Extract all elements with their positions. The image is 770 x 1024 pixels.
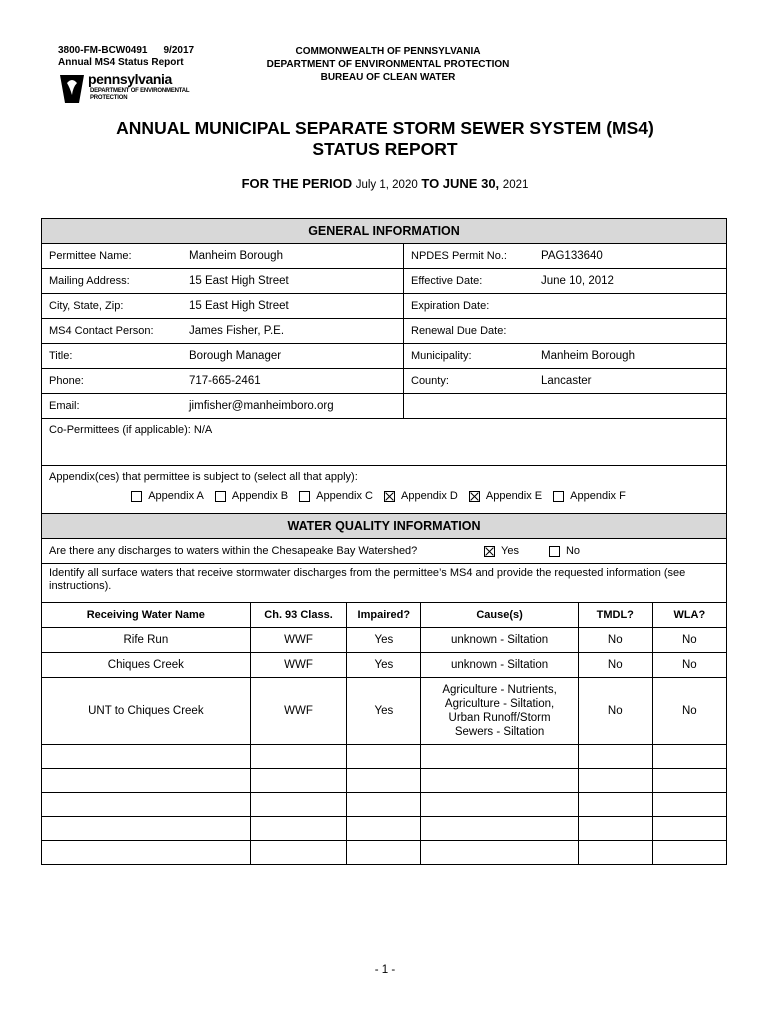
appendix-label: Appendix A bbox=[148, 490, 204, 502]
email-field[interactable]: jimfisher@manheimboro.org bbox=[182, 394, 404, 418]
field-label: MS4 Contact Person: bbox=[49, 325, 154, 337]
table-cell[interactable] bbox=[421, 652, 579, 677]
field-value[interactable]: PAG133640 bbox=[541, 250, 603, 262]
field-label: Municipality: bbox=[411, 350, 472, 362]
form-number: 3800-FM-BCW0491 bbox=[58, 45, 148, 56]
table-cell[interactable]: Yes bbox=[347, 627, 421, 652]
table-cell[interactable] bbox=[250, 768, 347, 792]
chesapeake-row bbox=[42, 539, 726, 564]
appendix-checkbox[interactable] bbox=[131, 491, 142, 502]
email-row bbox=[42, 394, 726, 419]
table-cell[interactable]: No bbox=[578, 677, 652, 744]
general-info-row bbox=[42, 269, 726, 294]
table-cell[interactable]: No bbox=[578, 652, 652, 677]
report-title: ANNUAL MUNICIPAL SEPARATE STORM SEWER SYSTEM (MS4) STATUS REPORT bbox=[116, 118, 654, 159]
agency-header: COMMONWEALTH OF PENNSYLVANIA DEPARTMENT OF ENVIRONMENTAL PROTECTION BUREAU OF CLEAN WATER bbox=[266, 46, 510, 83]
field-value[interactable]: Manheim Borough bbox=[541, 350, 635, 362]
field-label: Title: bbox=[49, 350, 73, 362]
table-cell[interactable] bbox=[42, 816, 250, 840]
table-cell[interactable] bbox=[421, 677, 579, 744]
table-cell[interactable]: Yes bbox=[347, 652, 421, 677]
table-cell[interactable] bbox=[421, 840, 579, 864]
column-header: TMDL? bbox=[578, 603, 652, 627]
table-cell[interactable] bbox=[250, 840, 347, 864]
appendix-prompt: Appendix(ces) that permittee is subject to (select all that apply): bbox=[49, 471, 358, 483]
identify-instructions: Identify all surface waters that receive stormwater discharges from the permittee’s MS4 and provide the requested information (see instructions). bbox=[42, 564, 726, 603]
cause-line: Agriculture - Nutrients, bbox=[442, 683, 557, 696]
field-value[interactable]: 15 East High Street bbox=[182, 269, 404, 293]
field-label: Expiration Date: bbox=[411, 300, 490, 312]
table-cell[interactable] bbox=[578, 792, 652, 816]
field-label: City, State, Zip: bbox=[49, 300, 124, 312]
appendix-option[interactable] bbox=[469, 490, 542, 502]
table-cell[interactable] bbox=[421, 744, 579, 768]
table-cell[interactable] bbox=[652, 792, 726, 816]
page-number: - 1 - bbox=[374, 964, 396, 976]
table-cell[interactable] bbox=[652, 840, 726, 864]
water-quality-header: WATER QUALITY INFORMATION bbox=[42, 514, 726, 539]
co-permittees-field[interactable]: Co-Permittees (if applicable): N/A bbox=[42, 419, 726, 466]
table-cell[interactable] bbox=[250, 792, 347, 816]
column-header: Ch. 93 Class. bbox=[250, 603, 347, 627]
field-value[interactable] bbox=[534, 319, 726, 343]
cause-line: Urban Runoff/Storm bbox=[448, 711, 551, 724]
general-info-row bbox=[42, 319, 726, 344]
chesapeake-question: Are there any discharges to waters within the Chesapeake Bay Watershed? bbox=[49, 545, 418, 557]
general-info-row bbox=[42, 244, 726, 269]
appendix-option[interactable] bbox=[553, 490, 626, 502]
cause-line: unknown - Siltation bbox=[450, 658, 549, 671]
field-value[interactable]: Borough Manager bbox=[182, 344, 404, 368]
table-cell[interactable]: Rife Run bbox=[42, 627, 250, 652]
table-cell[interactable] bbox=[42, 792, 250, 816]
column-header: WLA? bbox=[652, 603, 726, 627]
table-cell[interactable]: No bbox=[652, 652, 726, 677]
general-info-row bbox=[42, 344, 726, 369]
table-cell[interactable] bbox=[652, 744, 726, 768]
pa-dep-logo bbox=[58, 73, 208, 107]
table-cell[interactable] bbox=[421, 792, 579, 816]
field-label: County: bbox=[411, 375, 449, 387]
keystone-icon bbox=[58, 73, 86, 105]
table-row bbox=[42, 677, 726, 744]
appendix-options bbox=[49, 490, 719, 502]
table-cell[interactable] bbox=[652, 768, 726, 792]
chesapeake-no-option[interactable]: No bbox=[549, 545, 580, 557]
table-cell[interactable] bbox=[42, 840, 250, 864]
field-value[interactable]: Manheim Borough bbox=[182, 244, 404, 268]
table-row bbox=[42, 792, 726, 816]
field-value[interactable]: James Fisher, P.E. bbox=[182, 319, 404, 343]
cause-line: Agriculture - Siltation, bbox=[444, 697, 555, 710]
appendix-option[interactable] bbox=[215, 490, 288, 502]
field-value[interactable]: Lancaster bbox=[541, 375, 592, 387]
field-label: Renewal Due Date: bbox=[411, 325, 507, 337]
table-cell[interactable]: UNT to Chiques Creek bbox=[42, 677, 250, 744]
form-id-block bbox=[58, 45, 194, 69]
table-cell[interactable] bbox=[347, 744, 421, 768]
table-cell[interactable] bbox=[421, 816, 579, 840]
field-value[interactable]: 717-665-2461 bbox=[182, 369, 404, 393]
appendix-option[interactable] bbox=[384, 490, 458, 502]
field-label: Mailing Address: bbox=[49, 275, 130, 287]
general-info-row bbox=[42, 294, 726, 319]
status-report-form bbox=[41, 218, 727, 865]
table-cell[interactable] bbox=[42, 768, 250, 792]
field-label: Phone: bbox=[49, 375, 84, 387]
table-cell[interactable] bbox=[250, 744, 347, 768]
appendix-label: Appendix C bbox=[316, 490, 373, 502]
column-header: Receiving Water Name bbox=[42, 603, 250, 627]
period-end-year[interactable]: 2021 bbox=[502, 179, 529, 191]
table-cell[interactable] bbox=[652, 816, 726, 840]
form-name: Annual MS4 Status Report bbox=[58, 57, 184, 68]
general-info-row bbox=[42, 369, 726, 394]
appendix-selection bbox=[42, 466, 726, 514]
receiving-waters-table bbox=[42, 603, 726, 864]
general-information-header: GENERAL INFORMATION bbox=[42, 219, 726, 244]
table-row bbox=[42, 652, 726, 677]
form-date: 9/2017 bbox=[163, 45, 195, 56]
logo-subtitle: DEPARTMENT OF ENVIRONMENTAL PROTECTION bbox=[90, 88, 190, 101]
table-cell[interactable]: No bbox=[652, 627, 726, 652]
field-value[interactable] bbox=[534, 294, 726, 318]
table-cell[interactable] bbox=[578, 768, 652, 792]
period-start[interactable]: July 1, 2020 bbox=[355, 179, 418, 191]
table-row bbox=[42, 627, 726, 652]
appendix-checkbox[interactable] bbox=[384, 491, 395, 502]
table-row bbox=[42, 768, 726, 792]
table-cell[interactable] bbox=[42, 744, 250, 768]
table-cell[interactable] bbox=[421, 627, 579, 652]
table-cell[interactable] bbox=[347, 792, 421, 816]
table-cell[interactable] bbox=[578, 816, 652, 840]
table-cell[interactable] bbox=[347, 768, 421, 792]
chesapeake-yes-option[interactable]: Yes bbox=[484, 545, 519, 557]
field-value[interactable]: June 10, 2012 bbox=[541, 275, 614, 287]
table-cell[interactable]: WWF bbox=[250, 652, 347, 677]
field-label: NPDES Permit No.: bbox=[411, 250, 507, 262]
email-label: Email: bbox=[49, 400, 80, 412]
field-value[interactable]: 15 East High Street bbox=[182, 294, 404, 318]
appendix-checkbox[interactable] bbox=[299, 491, 310, 502]
column-header: Cause(s) bbox=[421, 603, 579, 627]
appendix-option[interactable] bbox=[299, 490, 373, 502]
appendix-checkbox[interactable] bbox=[215, 491, 226, 502]
form-number-line bbox=[58, 45, 194, 57]
table-row bbox=[42, 744, 726, 768]
table-cell[interactable]: Yes bbox=[347, 677, 421, 744]
appendix-label: Appendix D bbox=[401, 490, 458, 502]
logo-wordmark: pennsylvania bbox=[88, 71, 172, 87]
table-row bbox=[42, 840, 726, 864]
cause-line: Sewers - Siltation bbox=[454, 725, 545, 738]
table-cell[interactable] bbox=[421, 768, 579, 792]
table-cell[interactable]: No bbox=[578, 627, 652, 652]
appendix-checkbox[interactable] bbox=[469, 491, 480, 502]
appendix-label: Appendix E bbox=[485, 490, 543, 502]
table-row bbox=[42, 816, 726, 840]
reporting-period: FOR THE PERIOD July 1, 2020 TO JUNE 30, 2021 bbox=[241, 176, 529, 191]
cause-line: unknown - Siltation bbox=[450, 633, 549, 646]
table-cell[interactable] bbox=[347, 816, 421, 840]
table-cell[interactable]: No bbox=[652, 677, 726, 744]
table-cell[interactable] bbox=[250, 816, 347, 840]
table-cell[interactable] bbox=[578, 840, 652, 864]
appendix-checkbox[interactable] bbox=[553, 491, 564, 502]
field-label: Effective Date: bbox=[411, 275, 483, 287]
appendix-option[interactable] bbox=[131, 490, 204, 502]
column-header: Impaired? bbox=[347, 603, 421, 627]
yes-checkbox[interactable] bbox=[484, 546, 495, 557]
table-cell[interactable] bbox=[578, 744, 652, 768]
table-cell[interactable]: WWF bbox=[250, 677, 347, 744]
no-checkbox[interactable] bbox=[549, 546, 560, 557]
table-cell[interactable] bbox=[347, 840, 421, 864]
field-label: Permittee Name: bbox=[49, 250, 132, 262]
table-cell[interactable]: Chiques Creek bbox=[42, 652, 250, 677]
table-cell[interactable]: WWF bbox=[250, 627, 347, 652]
appendix-label: Appendix B bbox=[231, 490, 289, 502]
appendix-label: Appendix F bbox=[570, 490, 626, 502]
